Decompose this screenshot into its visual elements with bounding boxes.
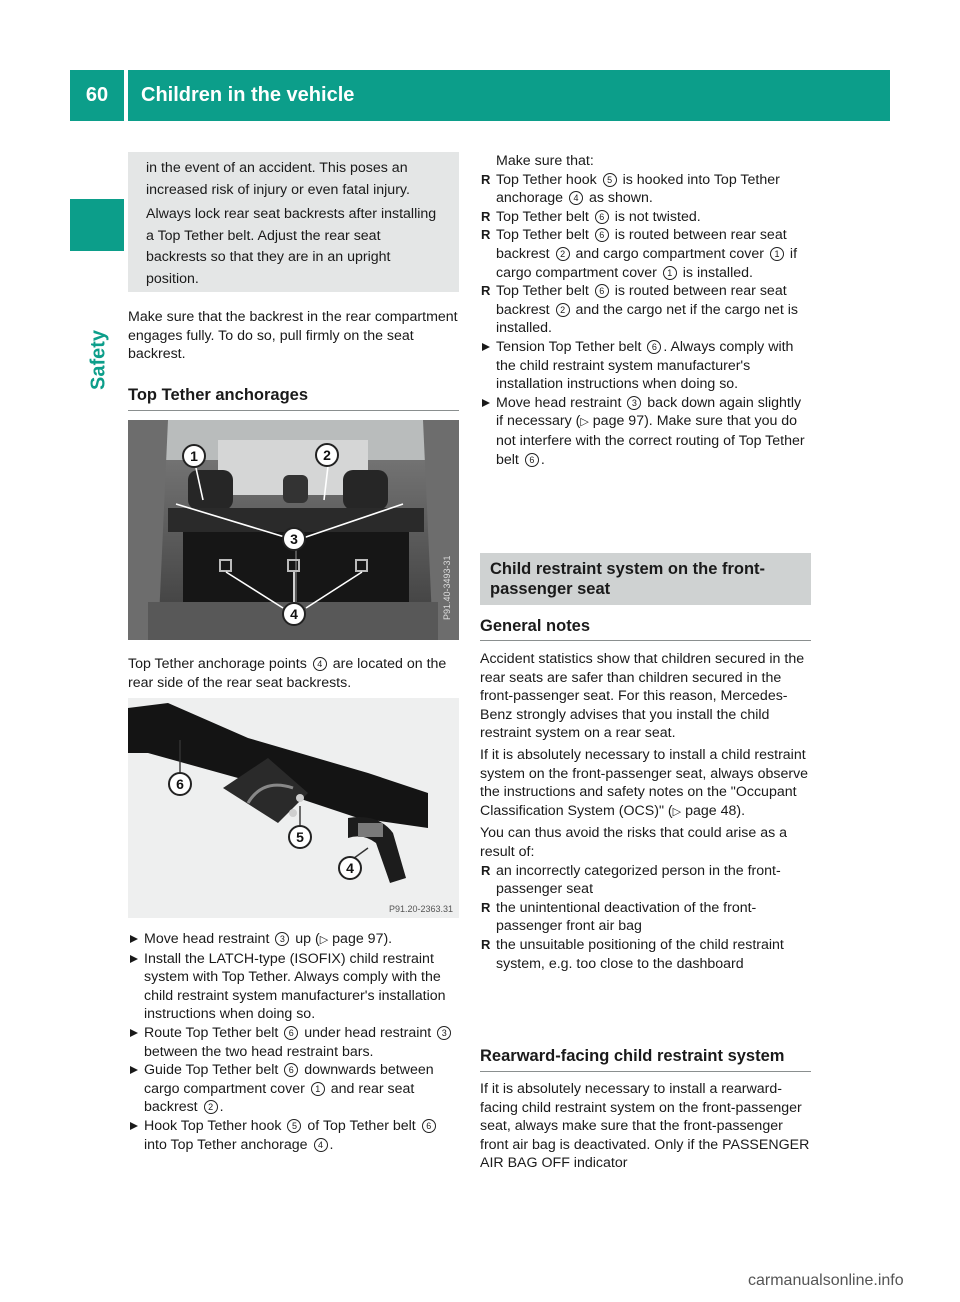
callout-6 — [169, 773, 191, 795]
check-item: R Top Tether belt 6 is routed between rear seat backrest 2 and the cargo net if the cargo net is installed. — [480, 282, 811, 338]
watermark: carmanualsonline.info — [748, 1272, 904, 1289]
svg-text:6: 6 — [176, 776, 184, 792]
page-number: 60 — [70, 70, 124, 121]
section-heading-box: Child restraint system on the front-passenger seat — [480, 553, 811, 605]
tether-hook-figure-svg — [128, 698, 459, 918]
intro-paragraph: Make sure that the backrest in the rear compartment engages fully. To do so, pull firmly on the seat backrest. — [128, 309, 458, 363]
tether-hook-figure — [128, 698, 459, 918]
step-item: Route Top Tether belt 6 under head restraint 3 between the two head restraint bars. — [128, 1024, 459, 1061]
risk-item: R the unintentional deactivation of the front-passenger front air bag — [480, 899, 811, 936]
callout-1 — [183, 445, 205, 467]
step-item: Hook Top Tether hook 5 of Top Tether belt 6 into Top Tether anchorage 4 . — [128, 1117, 459, 1154]
callout-3 — [283, 528, 305, 550]
risk-item: R the unsuitable positioning of the child restraint system, e.g. too close to the dashboard — [480, 936, 811, 973]
warning-text: in the event of an accident. This poses an increased risk of injury or even fatal injury. — [146, 160, 410, 198]
svg-text:3: 3 — [290, 531, 298, 547]
callout-4 — [283, 603, 305, 625]
callout-4b — [339, 857, 361, 879]
heading-rule — [480, 640, 811, 641]
svg-text:4: 4 — [290, 606, 298, 622]
general-notes: Accident statistics show that children secured in the rear seats are safer than children secured in the front-passenger seat. For this reason, Mercedes-Benz strongly advises that you install the child restraint system on a rear seat. If it is absolutely necessary to install a child restraint system on the front-passenger seat, always observe the instructions and safety notes on the "Occupant Classification System (OCS)" (▷ page 48). You can thus avoid the risks that could arise as a result of: R an incorrectly categorized person in the front-passenger seat R the unintentional deactivation of the front-passenger front air bag R the unsuitable positioning of the child restraint system, e.g. too close to the dashboard — [480, 650, 811, 973]
step-item: Guide Top Tether belt 6 downwards between cargo compartment cover 1 and rear seat backrest 2 . — [128, 1061, 459, 1117]
svg-text:5: 5 — [296, 829, 304, 845]
subsection-heading: General notes — [480, 617, 591, 635]
heading-rule — [128, 410, 459, 411]
svg-text:4: 4 — [346, 860, 354, 876]
warning-text: Always lock rear seat backrests after installing a Top Tether belt. Adjust the rear seat backrests so that they are in an upright position. — [146, 206, 437, 287]
figure-code: P91.40-3493-31 — [442, 555, 452, 620]
chapter-title: Children in the vehicle — [128, 70, 890, 121]
anchorage-figure-svg — [128, 420, 459, 640]
heading-rule — [480, 1071, 811, 1072]
svg-text:2: 2 — [323, 447, 331, 463]
risk-list — [480, 862, 811, 974]
install-steps — [128, 930, 459, 1154]
check-item: R Top Tether hook 5 is hooked into Top Tether anchorage 4 as shown. — [480, 171, 811, 208]
svg-text:1: 1 — [190, 448, 198, 464]
subsection-heading: Rearward-facing child restraint system — [480, 1047, 785, 1065]
anchorage-figure — [128, 420, 459, 640]
check-item: R Top Tether belt 6 is routed between rear seat backrest 2 and cargo compartment cover 1 if cargo compartment cover 1 is installed. — [480, 226, 811, 282]
callout-2 — [316, 444, 338, 466]
tether-checklist: Make sure that: R Top Tether hook 5 is hooked into Top Tether anchorage 4 as shown. R Top Tether belt 6 is not twisted. R Top Tether belt 6 is routed between rear seat backrest 2 and cargo compartment cover 1 if cargo compartment cover 1 is installed. R Top Tether belt 6 is routed between rear seat backrest 2 and the cargo net if the cargo net is installed. Tension Top Tether belt 6 . Always comply with the child restraint system manufacturer's installation instructions when doing so. Move head restraint 3 back down again slightly if necessary (▷ page 97). Make sure that you do not interfere with the correct routing of Top Tether belt 6 . — [480, 152, 811, 469]
risk-item: R an incorrectly categorized person in the front-passenger seat — [480, 862, 811, 899]
step-item: Tension Top Tether belt 6 . Always comply with the child restraint system manufacturer's installation instructions when doing so. — [480, 338, 811, 394]
section-heading: Top Tether anchorages — [128, 386, 309, 404]
step-item: Move head restraint 3 back down again slightly if necessary (▷ page 97). Make sure that you do not interfere with the correct routing of Top Tether belt 6 . — [480, 394, 811, 469]
figure-code: P91.20-2363.31 — [388, 904, 453, 914]
section-label: Safety — [87, 329, 110, 391]
section-marker — [70, 199, 124, 251]
callout-5 — [289, 826, 311, 848]
check-item: R Top Tether belt 6 is not twisted. — [480, 208, 811, 227]
callout-ref: 4 — [313, 657, 327, 671]
step-item: Install the LATCH-type (ISOFIX) child restraint system with Top Tether. Always comply with the child restraint system manufacturer's installation instructions when doing so. — [128, 950, 459, 1024]
warning-box — [128, 152, 459, 292]
step-item: Move head restraint 3 up (▷ page 97). — [128, 930, 459, 950]
anchorage-paragraph: Top Tether anchorage points 4 are located on the rear side of the rear seat backrests. — [128, 656, 447, 691]
rearward-paragraph: If it is absolutely necessary to install a rearward-facing child restraint system on the front-passenger seat, always make sure that the front-passenger front air bag is deactivated. Only if the PASSENGER AIR BAG OFF indicator — [480, 1081, 810, 1172]
